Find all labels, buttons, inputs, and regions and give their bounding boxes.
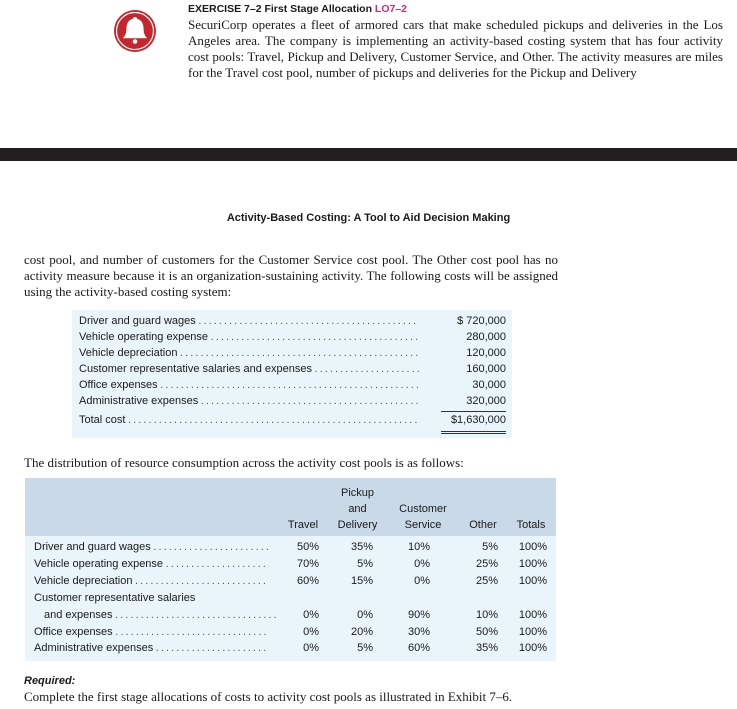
row-label: Vehicle operating expense . . .: [34, 558, 269, 570]
cost-label: Administrative expenses . . .: [79, 395, 419, 407]
cost-total-value: $1,630,000: [450, 414, 506, 426]
cost-total-label: Total cost . . .: [79, 414, 419, 426]
cell-travel: 70%: [296, 558, 319, 570]
cost-value: $ 720,000: [457, 315, 506, 327]
cell-total: 100%: [518, 575, 547, 587]
row-label: Office expenses . . .: [34, 626, 269, 638]
bell-icon: [113, 9, 157, 53]
cell-customer: 90%: [407, 609, 430, 621]
cell-travel: 50%: [296, 541, 319, 553]
page-divider-band: [0, 148, 737, 161]
cell-travel: 0%: [303, 609, 319, 621]
cell-pickup: 5%: [357, 558, 373, 570]
continued-text: cost pool, and number of customers for the Customer Service cost pool. The Other cost pool has no activity measure because it is an organization-sustaining activity. The following costs will be assigned using the activity-based costing system:: [24, 252, 558, 299]
table-row-label-line: [25, 592, 556, 608]
header-travel: Travel: [287, 519, 319, 531]
cost-row: [79, 379, 506, 395]
cost-label: Office expenses . . .: [79, 379, 419, 391]
cell-pickup: 5%: [357, 642, 373, 654]
row-label: Driver and guard wages . . .: [34, 541, 269, 553]
header-pickup-1: Pickup: [340, 487, 375, 499]
cell-total: 100%: [518, 609, 547, 621]
cost-row: [79, 395, 506, 411]
cell-other: 25%: [475, 575, 498, 587]
cell-travel: 0%: [303, 626, 319, 638]
row-label: Administrative expenses . . .: [34, 642, 269, 654]
cost-value: 160,000: [466, 363, 506, 375]
cost-total-row: [79, 414, 506, 430]
exercise-label: EXERCISE 7–2 First Stage Allocation: [188, 3, 372, 15]
cell-other: 35%: [475, 642, 498, 654]
cell-other: 50%: [475, 626, 498, 638]
row-label: Customer representative salaries: [34, 592, 196, 604]
table-row: [25, 642, 556, 658]
required-label: Required:: [24, 675, 76, 687]
cell-total: 100%: [518, 642, 547, 654]
cost-value: 280,000: [466, 331, 506, 343]
required-text: Complete the first stage allocations of costs to activity cost pools as illustrated in Exhibit 7–6.: [24, 689, 513, 704]
cost-label: Driver and guard wages . . .: [79, 315, 419, 327]
cost-row: [79, 331, 506, 347]
row-label-continued: and expenses . . .: [44, 609, 279, 621]
cell-other: 25%: [475, 558, 498, 570]
header-pickup-2: and: [348, 503, 367, 515]
cell-travel: 60%: [296, 575, 319, 587]
cell-customer: 60%: [407, 642, 430, 654]
cost-row: [79, 315, 506, 331]
cost-label: Vehicle operating expense . . .: [79, 331, 419, 343]
header-customer-2: Service: [404, 519, 442, 531]
cell-customer: 10%: [407, 541, 430, 553]
cell-other: 5%: [482, 541, 498, 553]
cell-pickup: 0%: [357, 609, 373, 621]
table-row: [25, 626, 556, 642]
cost-row: [79, 347, 506, 363]
table-row: [25, 558, 556, 574]
cost-label: Customer representative salaries and expenses . . .: [79, 363, 419, 375]
cell-travel: 0%: [303, 642, 319, 654]
table-row: [25, 609, 556, 625]
exercise-title: [188, 3, 407, 15]
cell-pickup: 35%: [350, 541, 373, 553]
table-row: [25, 541, 556, 557]
cell-total: 100%: [518, 626, 547, 638]
double-rule: [441, 431, 506, 434]
cell-customer: 30%: [407, 626, 430, 638]
cell-total: 100%: [518, 558, 547, 570]
header-other: Other: [469, 519, 497, 531]
exercise-intro-text: SecuriCorp operates a fleet of armored cars that make scheduled pickups and deliveries in the Los Angeles area. The company is implementing an activity-based costing system that has four activity cost pools: Travel, Pickup and Delivery, Customer Service, and Other. The activity measures are miles for the Travel cost pool, number of pickups and deliveries for the Pickup and Delivery: [188, 17, 723, 80]
cost-value: 30,000: [472, 379, 506, 391]
header-pickup-3: Delivery: [337, 519, 378, 531]
table-row: [25, 575, 556, 591]
cell-customer: 0%: [414, 575, 430, 587]
cost-row: [79, 363, 506, 379]
row-label: Vehicle depreciation . . .: [34, 575, 269, 587]
total-rule: [441, 411, 506, 412]
cell-customer: 0%: [414, 558, 430, 570]
cell-pickup: 20%: [350, 626, 373, 638]
learning-objective-link[interactable]: LO7–2: [374, 3, 408, 15]
cost-label: Vehicle depreciation . . .: [79, 347, 419, 359]
cell-other: 10%: [475, 609, 498, 621]
distribution-header: [25, 478, 556, 536]
cell-total: 100%: [518, 541, 547, 553]
header-customer-1: Customer: [399, 503, 447, 515]
distribution-table: [25, 478, 556, 661]
cost-value: 320,000: [466, 395, 506, 407]
cell-pickup: 15%: [350, 575, 373, 587]
cost-table: [72, 310, 512, 438]
running-head: Activity-Based Costing: A Tool to Aid Decision Making: [226, 212, 511, 224]
header-totals: Totals: [516, 519, 546, 531]
distribution-intro: The distribution of resource consumption across the activity cost pools is as follows:: [24, 455, 464, 470]
cost-value: 120,000: [466, 347, 506, 359]
